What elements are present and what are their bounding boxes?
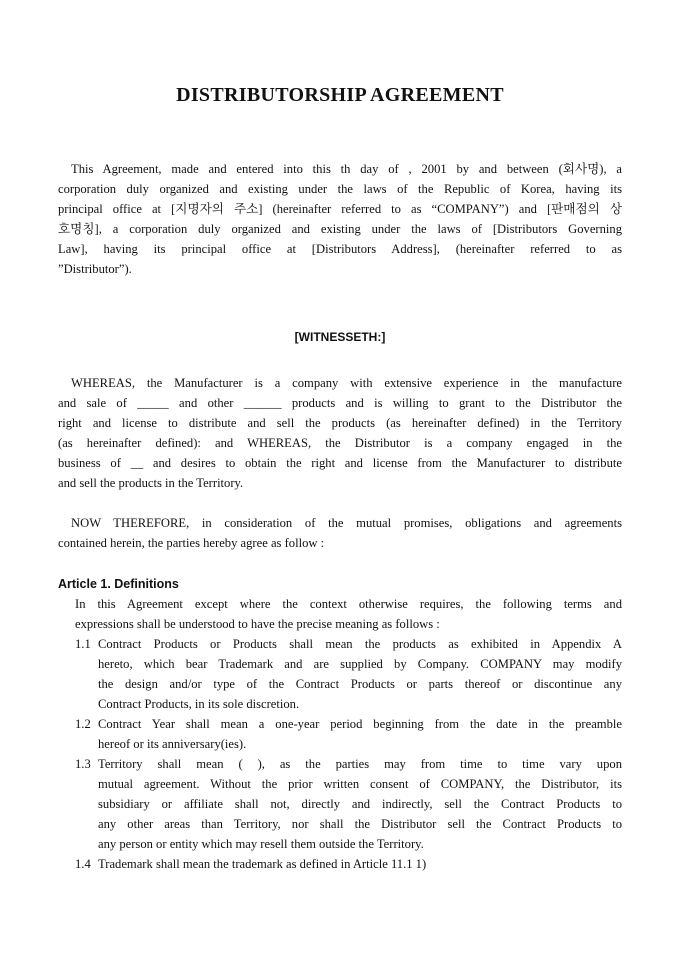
text-line: the design and/or type of the Contract Products or parts thereof or discontinue any	[98, 677, 622, 691]
text-line: Contract Year shall mean a one-year period beginning from the date in the preamble	[98, 717, 622, 731]
whereas-paragraph	[58, 373, 622, 493]
text-line: and sell the products in the Territory.	[58, 476, 244, 490]
text-line: 호명칭], a corporation duly organized and existing under the laws of [Distributors Governing	[58, 222, 622, 236]
text-line: principal office at [지명자의 주소] (hereinafter referred to as “COMPANY”) and [판매점의 상	[58, 202, 622, 216]
text-line: NOW THEREFORE, in consideration of the mutual promises, obligations and agreements	[71, 516, 622, 530]
preamble-paragraph	[58, 159, 622, 279]
text-line: contained herein, the parties hereby agree as follow :	[58, 536, 325, 550]
text-line: Trademark shall mean the trademark as defined in Article 11.1 1)	[98, 857, 427, 871]
definition-number: 1.3	[75, 757, 91, 771]
text-line: corporation duly organized and existing under the laws of the Republic of Korea, having its	[58, 182, 622, 196]
article-1-items	[75, 634, 622, 874]
definition-number: 1.4	[75, 857, 91, 871]
definition-item	[75, 754, 622, 854]
text-line: any other areas than Territory, nor shall the Distributor sell the Contract Products to	[98, 817, 622, 831]
text-line: Contract Products or Products shall mean the products as exhibited in Appendix A	[98, 637, 622, 651]
text-line: subsidiary or affiliate shall not, directly and indirectly, sell the Contract Products to	[98, 797, 622, 811]
text-line: Territory shall mean ( ), as the parties may from time to time vary upon	[98, 757, 622, 771]
text-line: (as hereinafter defined): and WHEREAS, the Distributor is a company engaged in the	[58, 436, 622, 450]
text-line: Law], having its principal office at [Distributors Address], (hereinafter referred to as	[58, 242, 622, 256]
text-line: business of __ and desires to obtain the right and license from the Manufacturer to distribute	[58, 456, 622, 470]
definition-number: 1.1	[75, 637, 91, 651]
text-line: hereof or its anniversary(ies).	[98, 737, 247, 751]
text-line: right and license to distribute and sell the products (as hereinafter defined) in the Territory	[58, 416, 622, 430]
text-line: hereto, which bear Trademark and are supplied by Company. COMPANY may modify	[98, 657, 622, 671]
text-line: Contract Products, in its sole discretion.	[98, 697, 300, 711]
document-title: DISTRIBUTORSHIP AGREEMENT	[176, 84, 504, 106]
definition-item	[75, 714, 622, 754]
text-line: This Agreement, made and entered into this th day of , 2001 by and between (회사명), a	[71, 162, 622, 176]
text-line: any person or entity which may resell them outside the Territory.	[98, 837, 424, 851]
witnesseth-heading: [WITNESSETH:]	[294, 330, 386, 344]
text-line: expressions shall be understood to have the precise meaning as follows :	[75, 617, 440, 631]
text-line: and sale of _____ and other ______ products and is willing to grant to the Distributor the	[58, 396, 622, 410]
article-1-intro	[75, 594, 622, 634]
article-1-heading: Article 1. Definitions	[58, 577, 179, 591]
definition-number: 1.2	[75, 717, 91, 731]
text-line: WHEREAS, the Manufacturer is a company with extensive experience in the manufacture	[71, 376, 622, 390]
text-line: ”Distributor”).	[58, 262, 132, 276]
definition-item	[75, 634, 622, 714]
text-line: mutual agreement. Without the prior written consent of COMPANY, the Distributor, its	[98, 777, 622, 791]
now-therefore-paragraph	[58, 513, 622, 553]
definition-item	[75, 854, 622, 874]
text-line: In this Agreement except where the context otherwise requires, the following terms and	[75, 597, 622, 611]
